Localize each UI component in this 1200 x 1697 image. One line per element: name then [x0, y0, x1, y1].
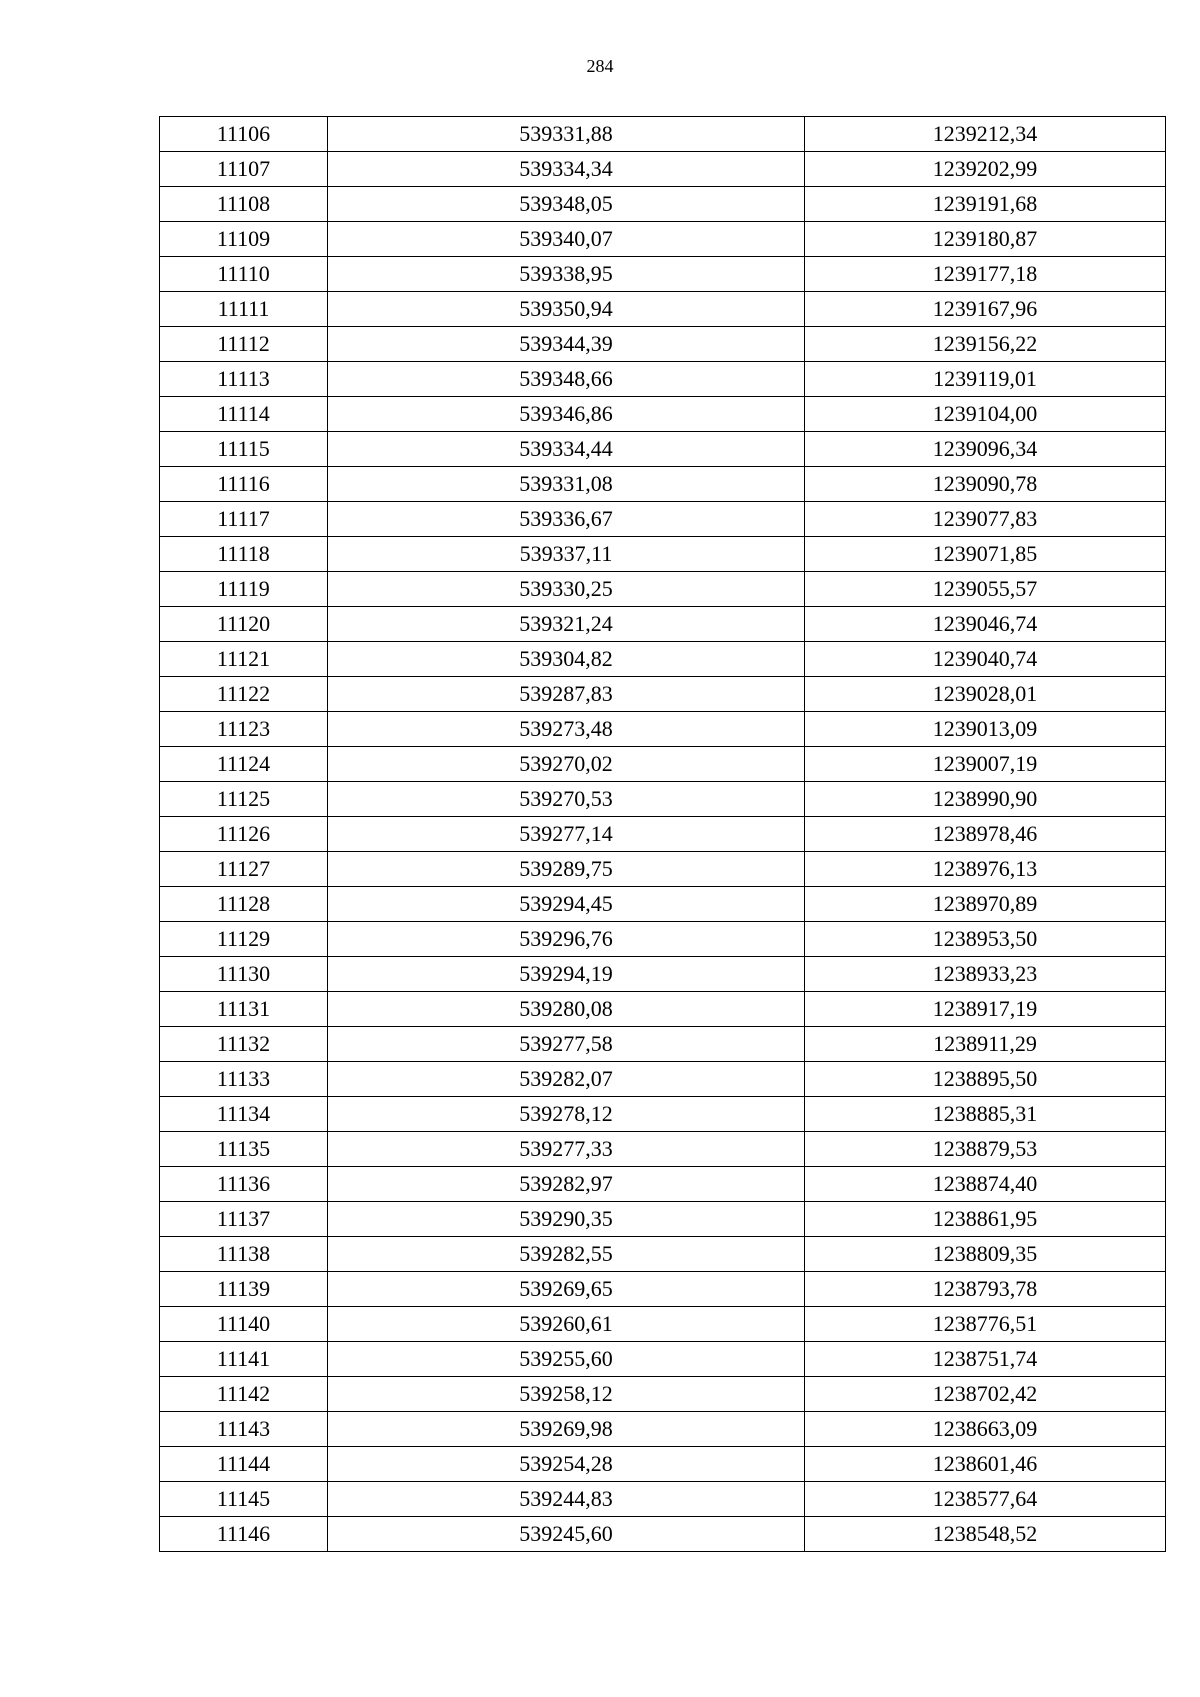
table-row [160, 187, 1166, 222]
point-number-cell: 11107 [160, 152, 328, 187]
y-coordinate-cell: 1239119,01 [805, 362, 1166, 397]
x-coordinate-cell: 539277,33 [328, 1132, 805, 1167]
y-coordinate-cell: 1238861,95 [805, 1202, 1166, 1237]
x-coordinate-cell: 539270,02 [328, 747, 805, 782]
x-coordinate-cell: 539282,07 [328, 1062, 805, 1097]
table-row [160, 782, 1166, 817]
y-coordinate-cell: 1238976,13 [805, 852, 1166, 887]
point-number-cell: 11128 [160, 887, 328, 922]
y-coordinate-cell: 1238970,89 [805, 887, 1166, 922]
point-number-cell: 11121 [160, 642, 328, 677]
table-row [160, 1307, 1166, 1342]
table-row [160, 1377, 1166, 1412]
y-coordinate-cell: 1238577,64 [805, 1482, 1166, 1517]
point-number-cell: 11129 [160, 922, 328, 957]
point-number-cell: 11113 [160, 362, 328, 397]
x-coordinate-cell: 539304,82 [328, 642, 805, 677]
y-coordinate-cell: 1239071,85 [805, 537, 1166, 572]
point-number-cell: 11108 [160, 187, 328, 222]
point-number-cell: 11106 [160, 117, 328, 152]
table-row [160, 257, 1166, 292]
x-coordinate-cell: 539337,11 [328, 537, 805, 572]
point-number-cell: 11146 [160, 1517, 328, 1552]
table-row [160, 1237, 1166, 1272]
x-coordinate-cell: 539270,53 [328, 782, 805, 817]
table-row [160, 1517, 1166, 1552]
x-coordinate-cell: 539321,24 [328, 607, 805, 642]
table-row [160, 1482, 1166, 1517]
point-number-cell: 11142 [160, 1377, 328, 1412]
y-coordinate-cell: 1239046,74 [805, 607, 1166, 642]
point-number-cell: 11112 [160, 327, 328, 362]
table-row [160, 1272, 1166, 1307]
x-coordinate-cell: 539282,97 [328, 1167, 805, 1202]
y-coordinate-cell: 1238702,42 [805, 1377, 1166, 1412]
x-coordinate-cell: 539330,25 [328, 572, 805, 607]
x-coordinate-cell: 539244,83 [328, 1482, 805, 1517]
point-number-cell: 11140 [160, 1307, 328, 1342]
table-row [160, 222, 1166, 257]
x-coordinate-cell: 539294,19 [328, 957, 805, 992]
page-number: 284 [586, 56, 614, 76]
table-row [160, 1412, 1166, 1447]
point-number-cell: 11114 [160, 397, 328, 432]
x-coordinate-cell: 539334,34 [328, 152, 805, 187]
y-coordinate-cell: 1239028,01 [805, 677, 1166, 712]
y-coordinate-cell: 1238978,46 [805, 817, 1166, 852]
coordinates-table [159, 116, 1166, 1552]
x-coordinate-cell: 539331,88 [328, 117, 805, 152]
point-number-cell: 11144 [160, 1447, 328, 1482]
table-row [160, 1027, 1166, 1062]
table-row [160, 327, 1166, 362]
y-coordinate-cell: 1239212,34 [805, 117, 1166, 152]
point-number-cell: 11109 [160, 222, 328, 257]
y-coordinate-cell: 1239191,68 [805, 187, 1166, 222]
point-number-cell: 11131 [160, 992, 328, 1027]
point-number-cell: 11124 [160, 747, 328, 782]
table-row [160, 432, 1166, 467]
point-number-cell: 11130 [160, 957, 328, 992]
table-row [160, 922, 1166, 957]
y-coordinate-cell: 1239055,57 [805, 572, 1166, 607]
y-coordinate-cell: 1238953,50 [805, 922, 1166, 957]
table-row [160, 362, 1166, 397]
point-number-cell: 11110 [160, 257, 328, 292]
y-coordinate-cell: 1239007,19 [805, 747, 1166, 782]
table-row [160, 957, 1166, 992]
point-number-cell: 11117 [160, 502, 328, 537]
y-coordinate-cell: 1239167,96 [805, 292, 1166, 327]
x-coordinate-cell: 539336,67 [328, 502, 805, 537]
x-coordinate-cell: 539348,66 [328, 362, 805, 397]
table-row [160, 572, 1166, 607]
y-coordinate-cell: 1238885,31 [805, 1097, 1166, 1132]
y-coordinate-cell: 1239090,78 [805, 467, 1166, 502]
table-row [160, 1202, 1166, 1237]
y-coordinate-cell: 1239040,74 [805, 642, 1166, 677]
y-coordinate-cell: 1238751,74 [805, 1342, 1166, 1377]
table-row [160, 607, 1166, 642]
x-coordinate-cell: 539289,75 [328, 852, 805, 887]
table-row [160, 852, 1166, 887]
x-coordinate-cell: 539273,48 [328, 712, 805, 747]
y-coordinate-cell: 1238990,90 [805, 782, 1166, 817]
x-coordinate-cell: 539269,65 [328, 1272, 805, 1307]
y-coordinate-cell: 1239202,99 [805, 152, 1166, 187]
point-number-cell: 11141 [160, 1342, 328, 1377]
point-number-cell: 11111 [160, 292, 328, 327]
table-row [160, 992, 1166, 1027]
point-number-cell: 11132 [160, 1027, 328, 1062]
y-coordinate-cell: 1238601,46 [805, 1447, 1166, 1482]
table-row [160, 747, 1166, 782]
y-coordinate-cell: 1239156,22 [805, 327, 1166, 362]
point-number-cell: 11116 [160, 467, 328, 502]
y-coordinate-cell: 1238663,09 [805, 1412, 1166, 1447]
y-coordinate-cell: 1238917,19 [805, 992, 1166, 1027]
y-coordinate-cell: 1238895,50 [805, 1062, 1166, 1097]
table-row [160, 677, 1166, 712]
x-coordinate-cell: 539260,61 [328, 1307, 805, 1342]
x-coordinate-cell: 539278,12 [328, 1097, 805, 1132]
table-row [160, 1447, 1166, 1482]
point-number-cell: 11137 [160, 1202, 328, 1237]
x-coordinate-cell: 539282,55 [328, 1237, 805, 1272]
point-number-cell: 11138 [160, 1237, 328, 1272]
y-coordinate-cell: 1238874,40 [805, 1167, 1166, 1202]
table-row [160, 117, 1166, 152]
x-coordinate-cell: 539331,08 [328, 467, 805, 502]
point-number-cell: 11115 [160, 432, 328, 467]
table-row [160, 292, 1166, 327]
x-coordinate-cell: 539245,60 [328, 1517, 805, 1552]
table-row [160, 537, 1166, 572]
point-number-cell: 11122 [160, 677, 328, 712]
x-coordinate-cell: 539254,28 [328, 1447, 805, 1482]
point-number-cell: 11120 [160, 607, 328, 642]
x-coordinate-cell: 539277,14 [328, 817, 805, 852]
table-row [160, 1342, 1166, 1377]
x-coordinate-cell: 539287,83 [328, 677, 805, 712]
point-number-cell: 11133 [160, 1062, 328, 1097]
x-coordinate-cell: 539290,35 [328, 1202, 805, 1237]
y-coordinate-cell: 1239013,09 [805, 712, 1166, 747]
table-row [160, 712, 1166, 747]
table-row [160, 642, 1166, 677]
y-coordinate-cell: 1239077,83 [805, 502, 1166, 537]
point-number-cell: 11119 [160, 572, 328, 607]
point-number-cell: 11134 [160, 1097, 328, 1132]
table-row [160, 1167, 1166, 1202]
table-row [160, 1062, 1166, 1097]
y-coordinate-cell: 1238548,52 [805, 1517, 1166, 1552]
y-coordinate-cell: 1238793,78 [805, 1272, 1166, 1307]
point-number-cell: 11125 [160, 782, 328, 817]
x-coordinate-cell: 539344,39 [328, 327, 805, 362]
y-coordinate-cell: 1239096,34 [805, 432, 1166, 467]
y-coordinate-cell: 1238776,51 [805, 1307, 1166, 1342]
table-row [160, 152, 1166, 187]
x-coordinate-cell: 539269,98 [328, 1412, 805, 1447]
y-coordinate-cell: 1239177,18 [805, 257, 1166, 292]
x-coordinate-cell: 539340,07 [328, 222, 805, 257]
point-number-cell: 11123 [160, 712, 328, 747]
table-row [160, 817, 1166, 852]
point-number-cell: 11143 [160, 1412, 328, 1447]
y-coordinate-cell: 1238933,23 [805, 957, 1166, 992]
table-row [160, 887, 1166, 922]
point-number-cell: 11126 [160, 817, 328, 852]
y-coordinate-cell: 1239104,00 [805, 397, 1166, 432]
x-coordinate-cell: 539296,76 [328, 922, 805, 957]
table-row [160, 1132, 1166, 1167]
x-coordinate-cell: 539338,95 [328, 257, 805, 292]
x-coordinate-cell: 539294,45 [328, 887, 805, 922]
x-coordinate-cell: 539280,08 [328, 992, 805, 1027]
point-number-cell: 11127 [160, 852, 328, 887]
table-row [160, 467, 1166, 502]
point-number-cell: 11118 [160, 537, 328, 572]
point-number-cell: 11139 [160, 1272, 328, 1307]
y-coordinate-cell: 1238879,53 [805, 1132, 1166, 1167]
table-row [160, 397, 1166, 432]
x-coordinate-cell: 539348,05 [328, 187, 805, 222]
x-coordinate-cell: 539277,58 [328, 1027, 805, 1062]
table-row [160, 502, 1166, 537]
y-coordinate-cell: 1238809,35 [805, 1237, 1166, 1272]
coordinates-table-body [160, 117, 1166, 1552]
x-coordinate-cell: 539258,12 [328, 1377, 805, 1412]
y-coordinate-cell: 1238911,29 [805, 1027, 1166, 1062]
point-number-cell: 11136 [160, 1167, 328, 1202]
y-coordinate-cell: 1239180,87 [805, 222, 1166, 257]
point-number-cell: 11145 [160, 1482, 328, 1517]
x-coordinate-cell: 539255,60 [328, 1342, 805, 1377]
x-coordinate-cell: 539350,94 [328, 292, 805, 327]
x-coordinate-cell: 539346,86 [328, 397, 805, 432]
point-number-cell: 11135 [160, 1132, 328, 1167]
x-coordinate-cell: 539334,44 [328, 432, 805, 467]
table-row [160, 1097, 1166, 1132]
